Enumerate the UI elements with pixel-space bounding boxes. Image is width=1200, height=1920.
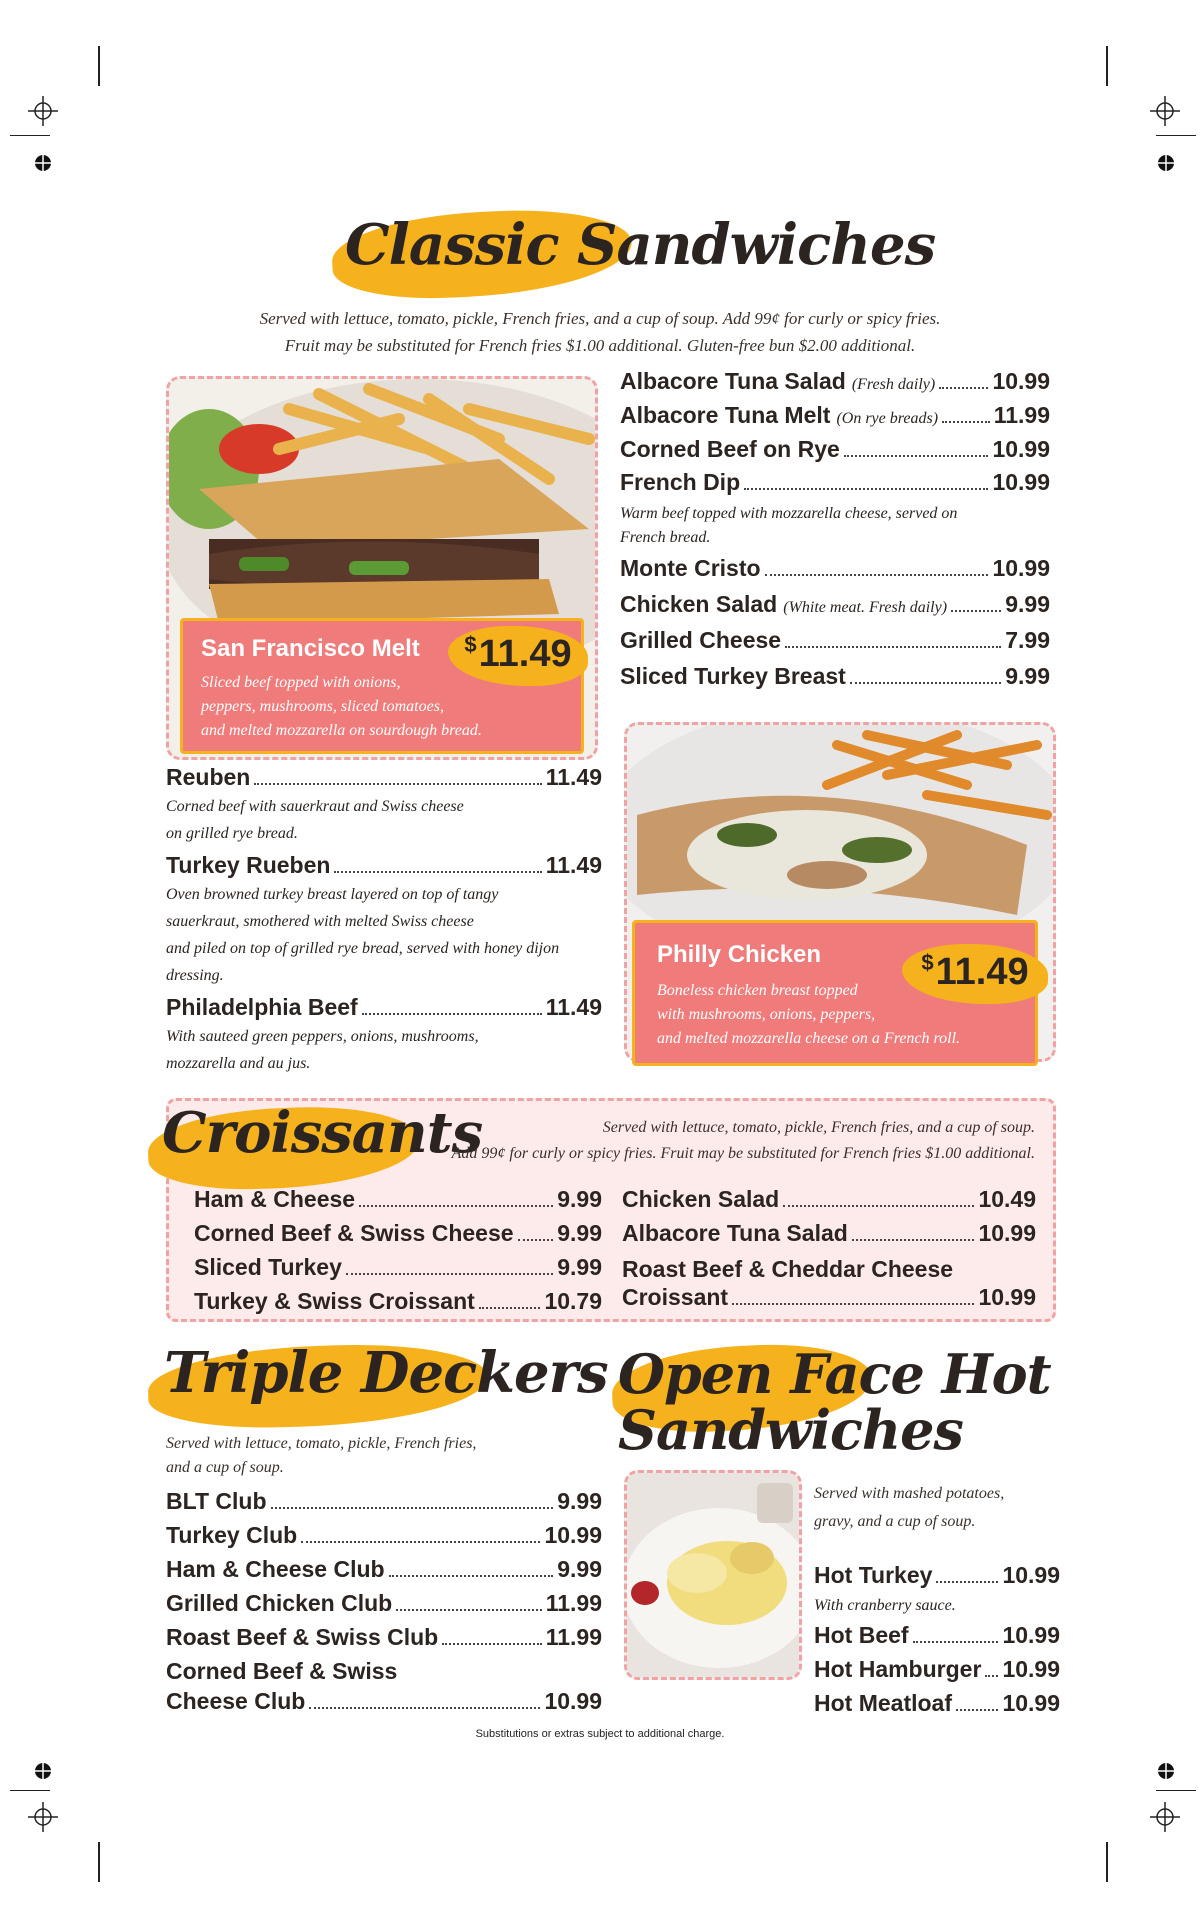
philly-beef-desc-2: mozzarella and au jus. — [166, 1055, 311, 1072]
menu-item: Cheese Club 10.99 — [166, 1688, 602, 1714]
classic-subtitle-2: Fruit may be substituted for French fries $1.00 additional. Gluten-free bun $2.00 additional. — [284, 336, 916, 355]
reuben-desc-1: Corned beef with sauerkraut and Swiss cheese — [166, 798, 464, 815]
philly-chicken-price-badge — [902, 944, 1048, 1004]
menu-item: Croissant 10.99 — [622, 1284, 1036, 1310]
sf-melt-price-badge — [448, 626, 588, 686]
menu-item: Albacore Tuna Salad 10.99 — [622, 1220, 1036, 1246]
hot-turkey-desc: With cranberry sauce. — [814, 1597, 956, 1614]
menu-item: Albacore Tuna Melt (On rye breads) 11.99 — [620, 402, 1050, 428]
french-dip-desc-2: French bread. — [620, 529, 711, 546]
menu-item: Turkey & Swiss Croissant 10.79 — [194, 1288, 602, 1314]
triple-deckers-title: Triple Deckers — [164, 1340, 608, 1406]
target-dot-icon — [1155, 152, 1177, 174]
menu-item: Roast Beef & Swiss Club 11.99 — [166, 1624, 602, 1650]
open-face-photo — [624, 1470, 802, 1680]
menu-item: Reuben 11.49 — [166, 764, 602, 790]
target-dot-icon — [32, 1760, 54, 1782]
turkey-desc-1: Oven browned turkey breast layered on top of tangy — [166, 886, 499, 903]
reuben-desc-2: on grilled rye bread. — [166, 825, 298, 842]
turkey-desc-4: dressing. — [166, 967, 224, 984]
triple-subtitle-1: Served with lettuce, tomato, pickle, French fries, — [166, 1435, 477, 1452]
menu-item: Chicken Salad 10.49 — [622, 1186, 1036, 1212]
french-dip-desc-1: Warm beef topped with mozzarella cheese, served on — [620, 505, 958, 522]
menu-item: Corned Beef & Swiss Cheese 9.99 — [194, 1220, 602, 1246]
sf-melt-price: 11.49 — [478, 633, 572, 675]
sf-melt-desc-3: and melted mozzarella on sourdough bread. — [201, 722, 482, 739]
philly-chicken-desc-2: with mushrooms, onions, peppers, — [657, 1006, 876, 1023]
currency-symbol: $ — [921, 950, 934, 975]
registration-mark-icon — [1150, 96, 1180, 126]
menu-item: Grilled Chicken Club 11.99 — [166, 1590, 602, 1616]
registration-mark-icon — [28, 1802, 58, 1832]
philly-chicken-title: Philly Chicken — [657, 941, 822, 968]
menu-item: Turkey Club 10.99 — [166, 1522, 602, 1548]
target-dot-icon — [1155, 1760, 1177, 1782]
menu-item: Chicken Salad (White meat. Fresh daily) 9.99 — [620, 591, 1050, 617]
turkey-desc-2: sauerkraut, smothered with melted Swiss cheese — [166, 913, 474, 930]
open-face-subtitle-2: gravy, and a cup of soup. — [814, 1513, 976, 1530]
classic-subtitle-1: Served with lettuce, tomato, pickle, French fries, and a cup of soup. Add 99¢ for curly or spicy fries. — [259, 309, 941, 328]
corned-beef-club-line1: Corned Beef & Swiss — [166, 1658, 398, 1684]
philly-chicken-desc-1: Boneless chicken breast topped — [657, 982, 858, 999]
registration-mark-icon — [28, 96, 58, 126]
menu-item: French Dip 10.99 — [620, 469, 1050, 495]
sf-melt-desc-1: Sliced beef topped with onions, — [201, 674, 401, 691]
open-face-title-1: Open Face Hot — [618, 1342, 1051, 1406]
menu-item: Sliced Turkey 9.99 — [194, 1254, 602, 1280]
menu-item: Grilled Cheese 7.99 — [620, 627, 1050, 653]
philly-beef-desc-1: With sauteed green peppers, onions, mushrooms, — [166, 1028, 479, 1045]
open-face-title-2: Sandwiches — [618, 1398, 963, 1462]
philly-chicken-desc-3: and melted mozzarella cheese on a French roll. — [657, 1030, 961, 1047]
menu-item: Ham & Cheese Club 9.99 — [166, 1556, 602, 1582]
currency-symbol: $ — [464, 632, 477, 657]
menu-item: Philadelphia Beef 11.49 — [166, 994, 602, 1020]
menu-item: Corned Beef on Rye 10.99 — [620, 436, 1050, 462]
menu-item: Hot Hamburger 10.99 — [814, 1656, 1060, 1682]
sf-melt-desc-2: peppers, mushrooms, sliced tomatoes, — [201, 698, 444, 715]
philly-chicken-price: 11.49 — [935, 951, 1029, 993]
menu-item: Albacore Tuna Salad (Fresh daily) 10.99 — [620, 368, 1050, 394]
footer-note: Substitutions or extras subject to additional charge. — [475, 1728, 725, 1740]
menu-item: Sliced Turkey Breast 9.99 — [620, 663, 1050, 689]
menu-item: Monte Cristo 10.99 — [620, 555, 1050, 581]
classic-title: Classic Sandwiches — [345, 212, 936, 278]
roast-beef-croissant-line1: Roast Beef & Cheddar Cheese — [622, 1256, 954, 1282]
registration-mark-icon — [1150, 1802, 1180, 1832]
menu-item: Hot Meatloaf 10.99 — [814, 1690, 1060, 1716]
open-face-subtitle-1: Served with mashed potatoes, — [814, 1485, 1005, 1502]
sf-melt-title: San Francisco Melt — [201, 635, 420, 662]
croissants-subtitle-1: Served with lettuce, tomato, pickle, French fries, and a cup of soup. — [602, 1119, 1035, 1136]
menu-item: BLT Club 9.99 — [166, 1488, 602, 1514]
triple-subtitle-2: and a cup of soup. — [166, 1459, 284, 1476]
menu-item: Hot Turkey 10.99 — [814, 1562, 1060, 1588]
croissants-title: Croissants — [162, 1100, 483, 1166]
turkey-desc-3: and piled on top of grilled rye bread, served with honey dijon — [166, 940, 560, 957]
menu-item: Hot Beef 10.99 — [814, 1622, 1060, 1648]
croissants-subtitle-2: Add 99¢ for curly or spicy fries. Fruit may be substituted for French fries $1.00 additional. — [451, 1145, 1035, 1162]
menu-item: Turkey Rueben 11.49 — [166, 852, 602, 878]
menu-item: Ham & Cheese 9.99 — [194, 1186, 602, 1212]
target-dot-icon — [32, 152, 54, 174]
